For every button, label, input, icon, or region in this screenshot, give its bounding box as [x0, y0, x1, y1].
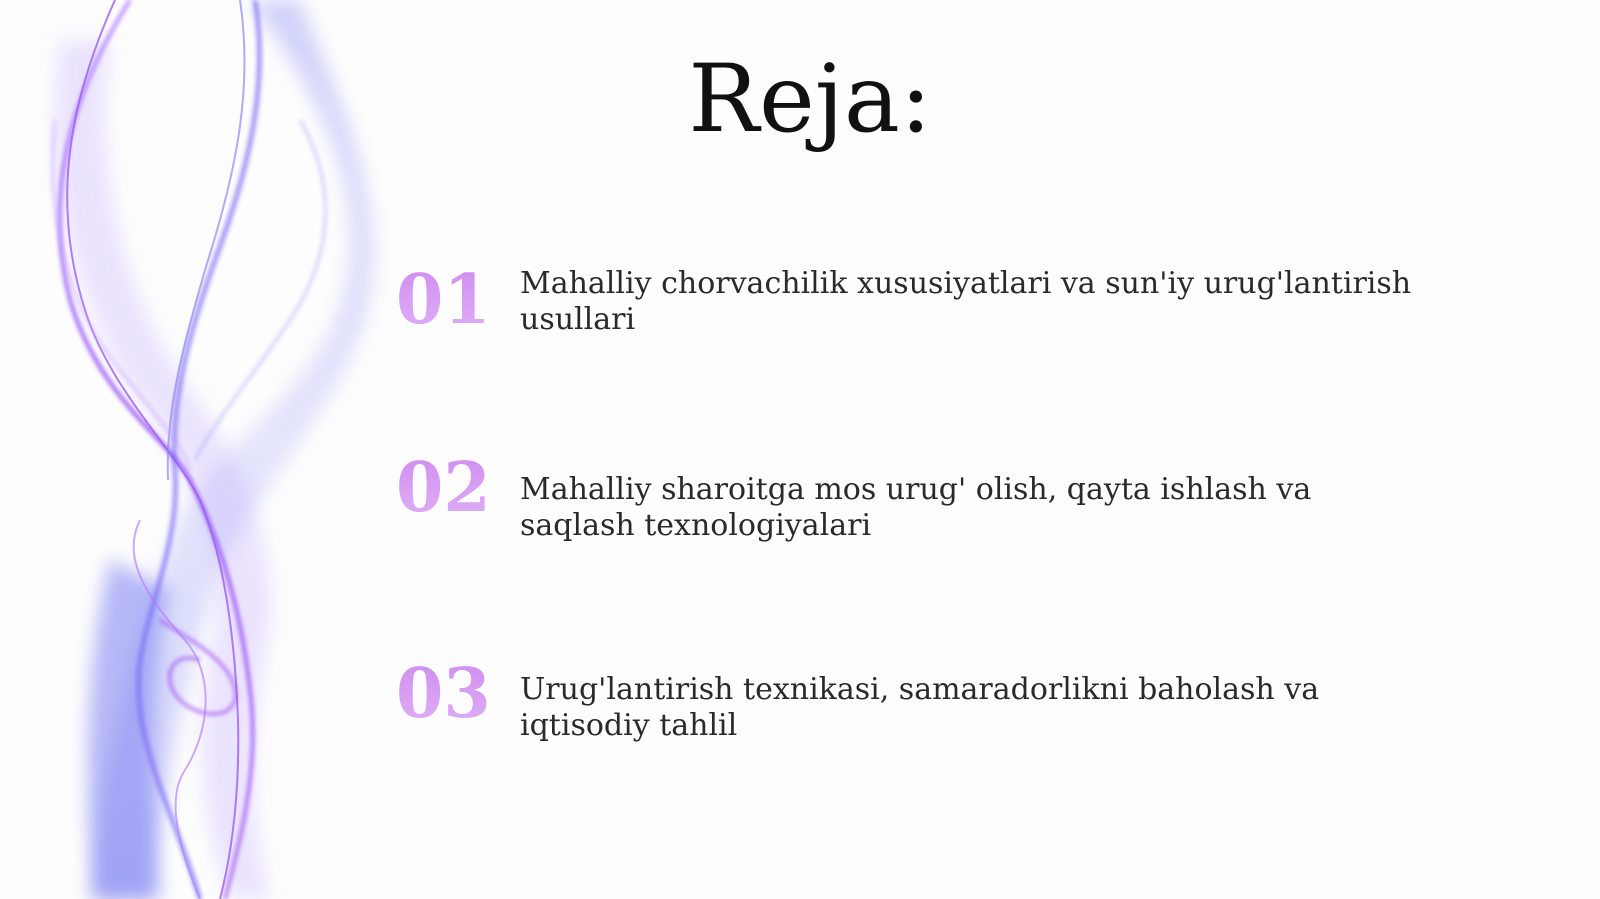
- smoke-wave-decoration: [0, 0, 400, 899]
- agenda-item-number: 01: [396, 260, 491, 340]
- agenda-item: [396, 262, 1516, 362]
- slide-title: Reja:: [688, 45, 932, 154]
- agenda-item: [396, 656, 1516, 756]
- agenda-item-text: Urug'lantirish texnikasi, samaradorlikni baholash va iqtisodiy tahlil: [520, 672, 1320, 743]
- agenda-item-text: Mahalliy chorvachilik xususiyatlari va sun'iy urug'lantirish usullari: [520, 266, 1412, 337]
- agenda-item: [396, 450, 1516, 550]
- agenda-item-text: Mahalliy sharoitga mos urug' olish, qayta ishlash va saqlash texnologiyalari: [520, 472, 1312, 543]
- agenda-item-number: 03: [396, 654, 491, 734]
- agenda-item-number: 02: [396, 448, 491, 528]
